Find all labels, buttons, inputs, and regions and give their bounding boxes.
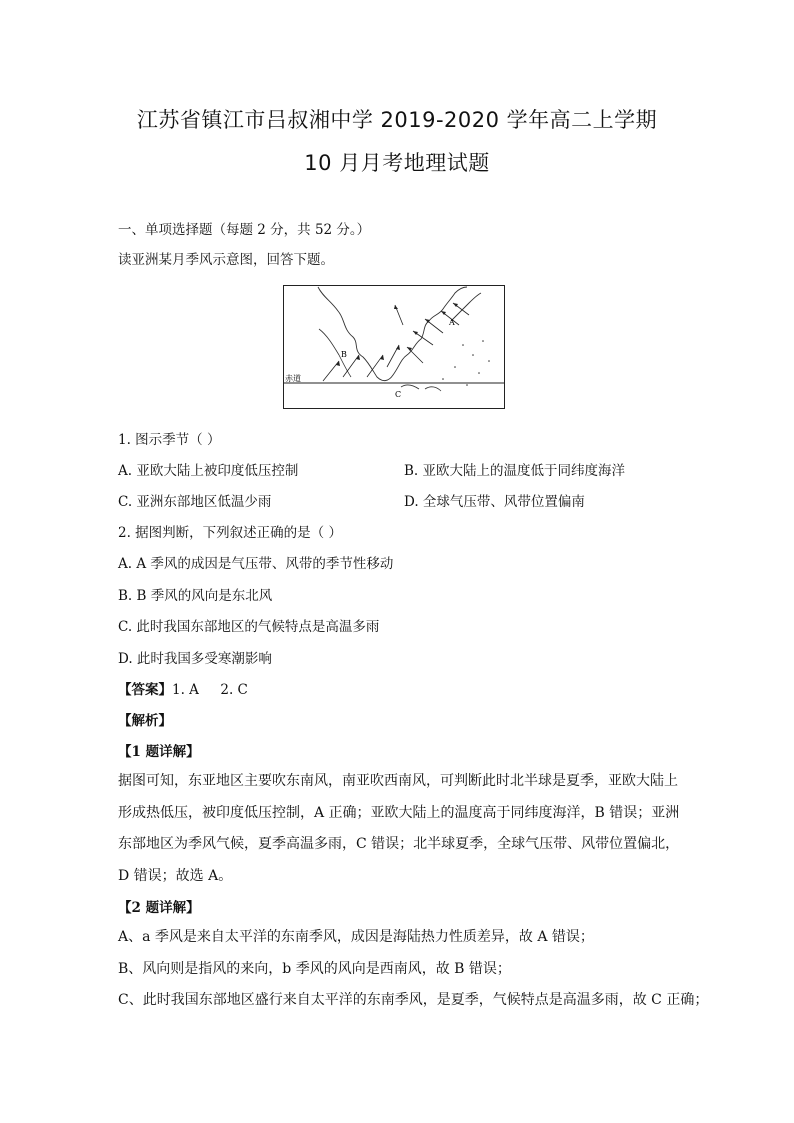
q2-option-a: A. A 季风的成因是气压带、风带的季节性移动 [118, 556, 394, 572]
q2-option-d: D. 此时我国多受寒潮影响 [118, 651, 272, 667]
q1-option-b: B. 亚欧大陆上的温度低于同纬度海洋 [404, 463, 626, 479]
label-a: A [449, 318, 455, 327]
q1-stem: 1. 图示季节（ ） [118, 432, 221, 448]
detail1-line: 据图可知，东亚地区主要吹东南风，南亚吹西南风，可判断此时北半球是夏季，亚欧大陆上 [118, 773, 678, 789]
detail1-body [118, 766, 678, 892]
q1-option-a: A. 亚欧大陆上被印度低压控制 [118, 463, 299, 479]
intro-text: 读亚洲某月季风示意图，回答下题。 [118, 252, 334, 268]
q2-stem: 2. 据图判断，下列叙述正确的是（ ） [118, 525, 342, 541]
q2-option-c: C. 此时我国东部地区的气候特点是高温多雨 [118, 619, 380, 635]
answer-text: 1. A 2. C [172, 682, 248, 698]
document-title-line2: 10 月月考地理试题 [304, 151, 490, 175]
detail1-label: 【1 题详解】 [118, 744, 200, 760]
analysis-label: 【解析】 [118, 713, 172, 729]
detail2-line: A、a 季风是来自太平洋的东南季风，成因是海陆热力性质差异，故 A 错误； [118, 929, 594, 945]
monsoon-map [283, 285, 505, 409]
section-heading: 一、单项选择题（每题 2 分，共 52 分。） [118, 222, 371, 238]
document-title-line1: 江苏省镇江市吕叔湘中学 2019-2020 学年高二上学期 [136, 108, 658, 132]
detail2-body [118, 922, 709, 1017]
detail1-line: 东部地区为季风气候，夏季高温多雨，C 错误；北半球夏季，全球气压带、风带位置偏北， [118, 836, 680, 852]
answer-line [118, 678, 248, 698]
label-b: B [341, 350, 347, 359]
q1-option-d: D. 全球气压带、风带位置偏南 [404, 494, 585, 510]
label-equator: 赤道 [285, 374, 301, 383]
detail1-line: 形成热低压，被印度低压控制，A 正确；亚欧大陆上的温度高于同纬度海洋，B 错误；亚洲 [118, 804, 680, 821]
label-c: C [395, 390, 402, 399]
detail2-label: 【2 题详解】 [118, 900, 200, 916]
q1-option-c: C. 亚洲东部地区低温少雨 [118, 494, 272, 510]
detail1-line: D 错误；故选 A。 [118, 867, 233, 884]
detail2-line: C、此时我国东部地区盛行来自太平洋的东南季风，是夏季，气候特点是高温多雨，故 C 正确； [118, 992, 709, 1008]
answer-label: 【答案】 [118, 682, 172, 698]
detail2-line: B、风向则是指风的来向，b 季风的风向是西南风，故 B 错误； [118, 960, 511, 977]
q2-option-b: B. B 季风的风向是东北风 [118, 588, 273, 604]
